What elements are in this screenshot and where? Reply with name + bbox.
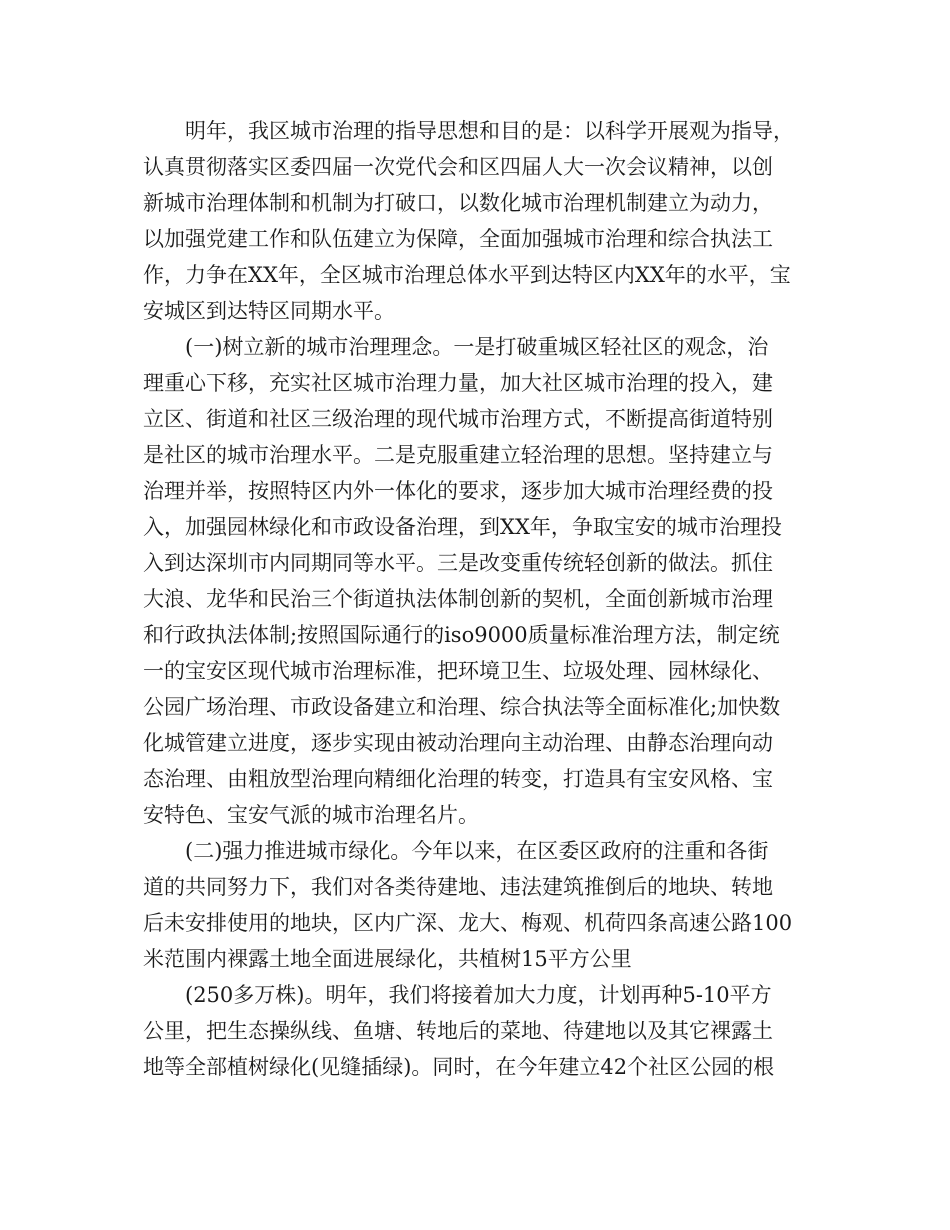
text-line: 一的宝安区现代城市治理标准，把环境卫生、垃圾处理、园林绿化、 [143, 659, 773, 683]
text-line: 是社区的城市治理水平。二是克服重建立轻治理的思想。坚持建立与 [143, 443, 773, 467]
text-line: 化城管建立进度，逐步实现由被动治理向主动治理、由静态治理向动 [143, 731, 773, 755]
text-line: (一)树立新的城市治理理念。一是打破重城区轻社区的观念，治 [185, 335, 769, 359]
text-line: 入到达深圳市内同期同等水平。三是改变重传统轻创新的做法。抓住 [143, 551, 773, 575]
text-line: 入，加强园林绿化和市政设备治理，到XX年，争取宝安的城市治理投 [143, 515, 782, 539]
text-line: 后未安排使用的地块，区内广深、龙大、梅观、机荷四条高速公路100 [143, 911, 793, 935]
text-line: 地等全部植树绿化(见缝插绿)。同时，在今年建立42个社区公园的根 [143, 1055, 775, 1079]
text-line: 作，力争在XX年，全区城市治理总体水平到达特区内XX年的水平，宝 [143, 263, 791, 287]
text-line: (250多万株)。明年，我们将接着加大力度，计划再种5-10平方 [185, 983, 772, 1007]
text-line: 理重心下移，充实社区城市治理力量，加大社区城市治理的投入，建 [143, 371, 773, 395]
text-line: 道的共同努力下，我们对各类待建地、违法建筑推倒后的地块、转地 [143, 875, 773, 899]
text-line: 态治理、由粗放型治理向精细化治理的转变，打造具有宝安风格、宝 [143, 767, 773, 791]
text-line: 和行政执法体制;按照国际通行的iso9000质量标准治理方法，制定统 [143, 623, 780, 647]
text-line: 大浪、龙华和民治三个街道执法体制创新的契机，全面创新城市治理 [143, 587, 773, 611]
text-line: 公园广场治理、市政设备建立和治理、综合执法等全面标准化;加快数 [143, 695, 781, 719]
text-line: 米范围内裸露土地全面进展绿化，共植树15平方公里 [143, 947, 632, 971]
text-line: 立区、街道和社区三级治理的现代城市治理方式，不断提高街道特别 [143, 407, 773, 431]
text-line: 公里，把生态操纵线、鱼塘、转地后的菜地、待建地以及其它裸露土 [143, 1019, 773, 1043]
text-line: (二)强力推进城市绿化。今年以来，在区委区政府的注重和各街 [185, 839, 769, 863]
text-line: 安城区到达特区同期水平。 [143, 299, 395, 323]
text-line: 明年，我区城市治理的指导思想和目的是：以科学开展观为指导， [185, 119, 794, 143]
text-line: 以加强党建工作和队伍建立为保障，全面加强城市治理和综合执法工 [143, 227, 773, 251]
text-line: 治理并举，按照特区内外一体化的要求，逐步加大城市治理经费的投 [143, 479, 773, 503]
text-line: 安特色、宝安气派的城市治理名片。 [143, 803, 479, 827]
text-line: 新城市治理体制和机制为打破口，以数化城市治理机制建立为动力， [143, 191, 773, 215]
text-line: 认真贯彻落实区委四届一次党代会和区四届人大一次会议精神，以创 [143, 155, 773, 179]
